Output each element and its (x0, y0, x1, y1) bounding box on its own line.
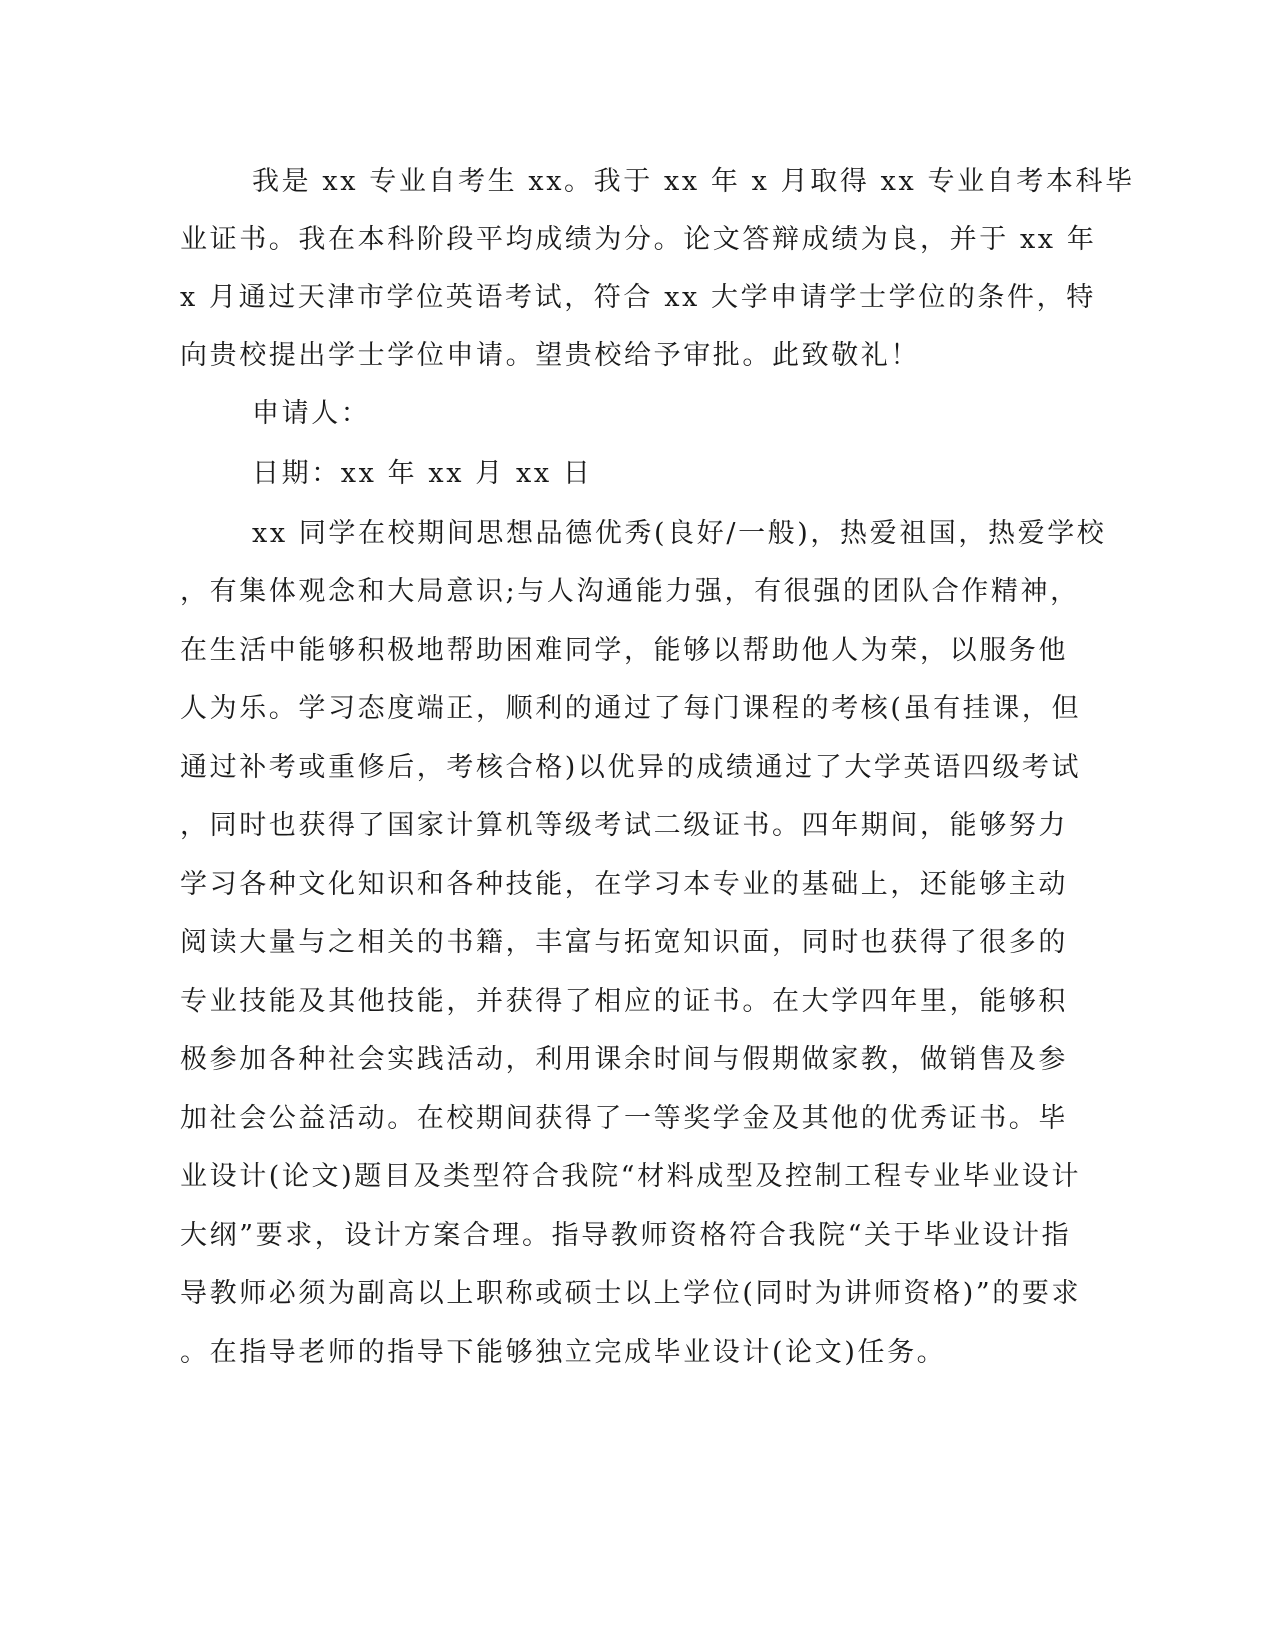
application-line-2: 业证书。我在本科阶段平均成绩为分。论文答辩成绩为良，并于 xx 年 (180, 224, 1097, 255)
evaluation-line-11: 加社会公益活动。在校期间获得了一等奖学金及其他的优秀证书。毕 (180, 1103, 1068, 1134)
evaluation-line-14: 导教师必须为副高以上职称或硕士以上学位(同时为讲师资格)”的要求 (180, 1278, 1082, 1309)
evaluation-line-8: 阅读大量与之相关的书籍，丰富与拓宽知识面，同时也获得了很多的 (180, 927, 1068, 958)
evaluation-line-1: xx 同学在校期间思想品德优秀(良好/一般)，热爱祖国，热爱学校 (252, 518, 1107, 549)
application-line-4: 向贵校提出学士学位申请。望贵校给予审批。此致敬礼！ (180, 340, 920, 371)
evaluation-line-3: 在生活中能够积极地帮助困难同学，能够以帮助他人为荣，以服务他 (180, 635, 1068, 666)
evaluation-line-6: ，同时也获得了国家计算机等级考试二级证书。四年期间，能够努力 (180, 810, 1068, 841)
application-line-1: 我是 xx 专业自考生 xx。我于 xx 年 x 月取得 xx 专业自考本科毕 (252, 166, 1135, 197)
date-line: 日期：xx 年 xx 月 xx 日 (252, 458, 593, 489)
evaluation-line-4: 人为乐。学习态度端正，顺利的通过了每门课程的考核(虽有挂课，但 (180, 693, 1082, 724)
evaluation-line-7: 学习各种文化知识和各种技能，在学习本专业的基础上，还能够主动 (180, 869, 1068, 900)
evaluation-line-10: 极参加各种社会实践活动，利用课余时间与假期做家教，做销售及参 (180, 1044, 1068, 1075)
evaluation-line-15: 。在指导老师的指导下能够独立完成毕业设计(论文)任务。 (180, 1337, 947, 1368)
application-line-3: x 月通过天津市学位英语考试，符合 xx 大学申请学士学位的条件，特 (180, 282, 1096, 313)
evaluation-line-5: 通过补考或重修后，考核合格)以优异的成绩通过了大学英语四级考试 (180, 752, 1082, 783)
evaluation-line-2: ，有集体观念和大局意识;与人沟通能力强，有很强的团队合作精神， (180, 576, 1080, 607)
evaluation-line-12: 业设计(论文)题目及类型符合我院“材料成型及控制工程专业毕业设计 (180, 1161, 1082, 1192)
evaluation-line-9: 专业技能及其他技能，并获得了相应的证书。在大学四年里，能够积 (180, 986, 1068, 1017)
evaluation-line-13: 大纲”要求，设计方案合理。指导教师资格符合我院“关于毕业设计指 (180, 1220, 1072, 1251)
applicant-label: 申请人： (252, 398, 371, 429)
